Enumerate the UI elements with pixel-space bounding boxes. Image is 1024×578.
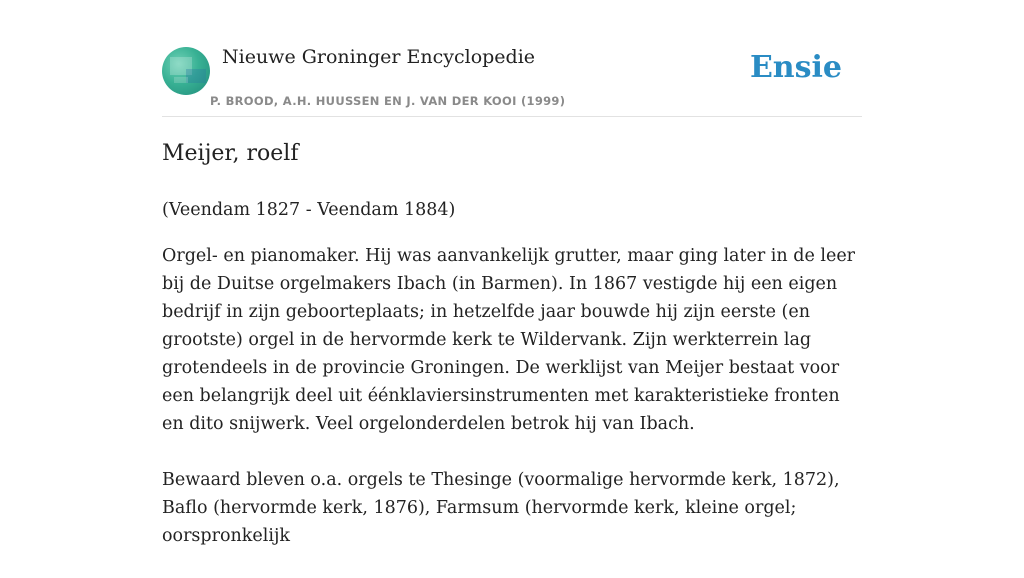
encyclopedia-avatar[interactable] xyxy=(162,47,210,95)
entry-dates: (Veendam 1827 - Veendam 1884) xyxy=(162,200,456,220)
ensie-logo[interactable]: Ensie xyxy=(749,50,842,85)
entry-title: Meijer, roelf xyxy=(162,141,299,166)
encyclopedia-authors: P. BROOD, A.H. HUUSSEN EN J. VAN DER KOOI (1999) xyxy=(210,94,566,108)
entry-paragraph-2: Bewaard bleven o.a. orgels te Thesinge (voormalige hervormde kerk, 1872), Baflo (hervormde kerk, 1876), Farmsum (hervormde kerk, kleine orgel; oorspronkelijk xyxy=(162,470,840,546)
header xyxy=(162,46,862,117)
entry-paragraph-1: Orgel- en pianomaker. Hij was aanvankelijk grutter, maar ging later in de leer bij de Duitse orgelmakers Ibach (in Barmen). In 1867 vestigde hij een eigen bedrijf in zijn geboorteplaats; in hetzelfde jaar bouwde hij zijn eerste (en grootste) orgel in de hervormde kerk te Wildervank. Zijn werkterrein lag grotendeels in de provincie Groningen. De werklijst van Meijer bestaat voor een belangrijk deel uit éénklaviersinstrumenten met karakteristieke fronten en dito snijwerk. Veel orgelonderdelen betrok hij van Ibach. xyxy=(162,246,856,434)
encyclopedia-title[interactable]: Nieuwe Groninger Encyclopedie xyxy=(222,46,536,68)
entry-content xyxy=(162,138,862,578)
